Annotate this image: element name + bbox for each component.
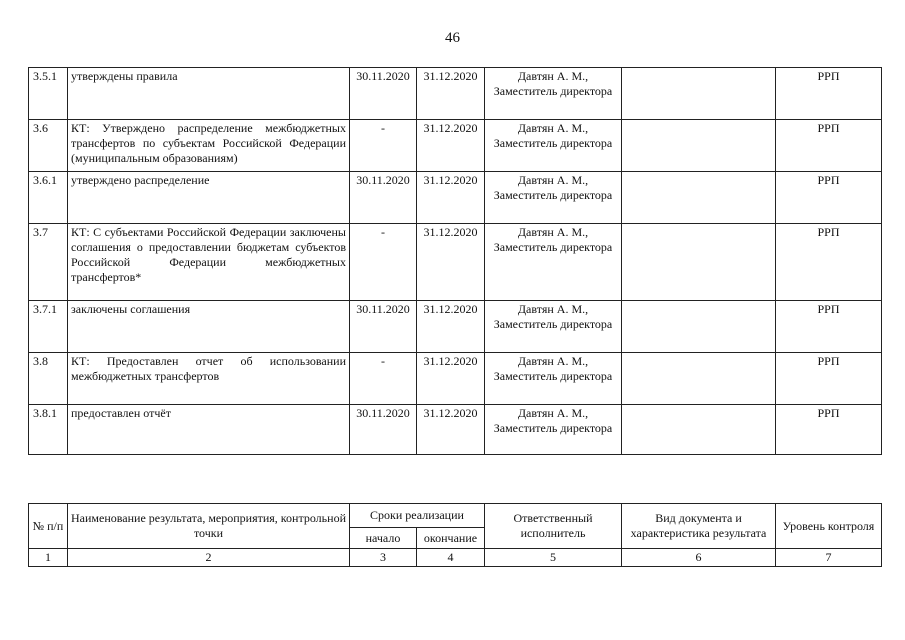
row-end-date: 31.12.2020 bbox=[417, 68, 485, 120]
table-row bbox=[29, 353, 882, 405]
row-number: 3.6.1 bbox=[29, 172, 68, 224]
row-document bbox=[622, 224, 776, 301]
row-start-date: - bbox=[350, 224, 417, 301]
row-number: 3.7 bbox=[29, 224, 68, 301]
table-row bbox=[29, 68, 882, 120]
row-name: утверждены правила bbox=[68, 68, 350, 120]
col-number-5: 5 bbox=[485, 549, 622, 567]
row-control-level: РРП bbox=[776, 353, 882, 405]
row-name: КТ: Утверждено распределение межбюджетных трансфертов по субъектам Российской Федерации (муниципальным образованиям) bbox=[68, 120, 350, 172]
row-control-level: РРП bbox=[776, 301, 882, 353]
row-document bbox=[622, 405, 776, 455]
row-control-level: РРП bbox=[776, 172, 882, 224]
header-name: Наименование результата, мероприятия, контрольной точки bbox=[68, 504, 350, 549]
column-header-table bbox=[28, 503, 882, 567]
row-start-date: 30.11.2020 bbox=[350, 172, 417, 224]
row-name: утверждено распределение bbox=[68, 172, 350, 224]
row-number: 3.8.1 bbox=[29, 405, 68, 455]
row-number: 3.6 bbox=[29, 120, 68, 172]
row-end-date: 31.12.2020 bbox=[417, 172, 485, 224]
row-responsible: Давтян А. М., Заместитель директора bbox=[485, 120, 622, 172]
row-name: заключены соглашения bbox=[68, 301, 350, 353]
row-name: КТ: Предоставлен отчет об использовании межбюджетных трансфертов bbox=[68, 353, 350, 405]
row-responsible: Давтян А. М., Заместитель директора bbox=[485, 172, 622, 224]
row-control-level: РРП bbox=[776, 224, 882, 301]
row-responsible: Давтян А. М., Заместитель директора bbox=[485, 224, 622, 301]
row-responsible: Давтян А. М., Заместитель директора bbox=[485, 68, 622, 120]
row-end-date: 31.12.2020 bbox=[417, 120, 485, 172]
row-document bbox=[622, 120, 776, 172]
row-control-level: РРП bbox=[776, 68, 882, 120]
row-control-level: РРП bbox=[776, 405, 882, 455]
col-number-3: 3 bbox=[350, 549, 417, 567]
col-number-2: 2 bbox=[68, 549, 350, 567]
col-number-1: 1 bbox=[29, 549, 68, 567]
row-document bbox=[622, 301, 776, 353]
row-responsible: Давтян А. М., Заместитель директора bbox=[485, 353, 622, 405]
table-row bbox=[29, 120, 882, 172]
row-end-date: 31.12.2020 bbox=[417, 353, 485, 405]
row-start-date: 30.11.2020 bbox=[350, 68, 417, 120]
page-number: 46 bbox=[445, 30, 460, 46]
row-start-date: - bbox=[350, 353, 417, 405]
row-end-date: 31.12.2020 bbox=[417, 405, 485, 455]
header-terms: Сроки реализации bbox=[350, 504, 485, 528]
header-start: начало bbox=[350, 528, 417, 549]
row-name: КТ: С субъектами Российской Федерации заключены соглашения о предоставлении бюджетам субъектов Российской Федерации межбюджетных трансфертов* bbox=[68, 224, 350, 301]
table-row bbox=[29, 301, 882, 353]
header-document: Вид документа и характеристика результата bbox=[622, 504, 776, 549]
header-end: окончание bbox=[417, 528, 485, 549]
header-control-level: Уровень контроля bbox=[776, 504, 882, 549]
plan-table bbox=[28, 67, 882, 455]
row-name: предоставлен отчёт bbox=[68, 405, 350, 455]
row-start-date: 30.11.2020 bbox=[350, 301, 417, 353]
row-responsible: Давтян А. М., Заместитель директора bbox=[485, 405, 622, 455]
row-number: 3.5.1 bbox=[29, 68, 68, 120]
row-document bbox=[622, 68, 776, 120]
row-responsible: Давтян А. М., Заместитель директора bbox=[485, 301, 622, 353]
table-row bbox=[29, 224, 882, 301]
row-document bbox=[622, 353, 776, 405]
row-control-level: РРП bbox=[776, 120, 882, 172]
row-number: 3.8 bbox=[29, 353, 68, 405]
table-row bbox=[29, 405, 882, 455]
table-row bbox=[29, 172, 882, 224]
row-document bbox=[622, 172, 776, 224]
row-start-date: 30.11.2020 bbox=[350, 405, 417, 455]
row-end-date: 31.12.2020 bbox=[417, 224, 485, 301]
row-end-date: 31.12.2020 bbox=[417, 301, 485, 353]
row-number: 3.7.1 bbox=[29, 301, 68, 353]
col-number-4: 4 bbox=[417, 549, 485, 567]
header-responsible: Ответственный исполнитель bbox=[485, 504, 622, 549]
header-number: № п/п bbox=[29, 504, 68, 549]
col-number-6: 6 bbox=[622, 549, 776, 567]
col-number-7: 7 bbox=[776, 549, 882, 567]
row-start-date: - bbox=[350, 120, 417, 172]
